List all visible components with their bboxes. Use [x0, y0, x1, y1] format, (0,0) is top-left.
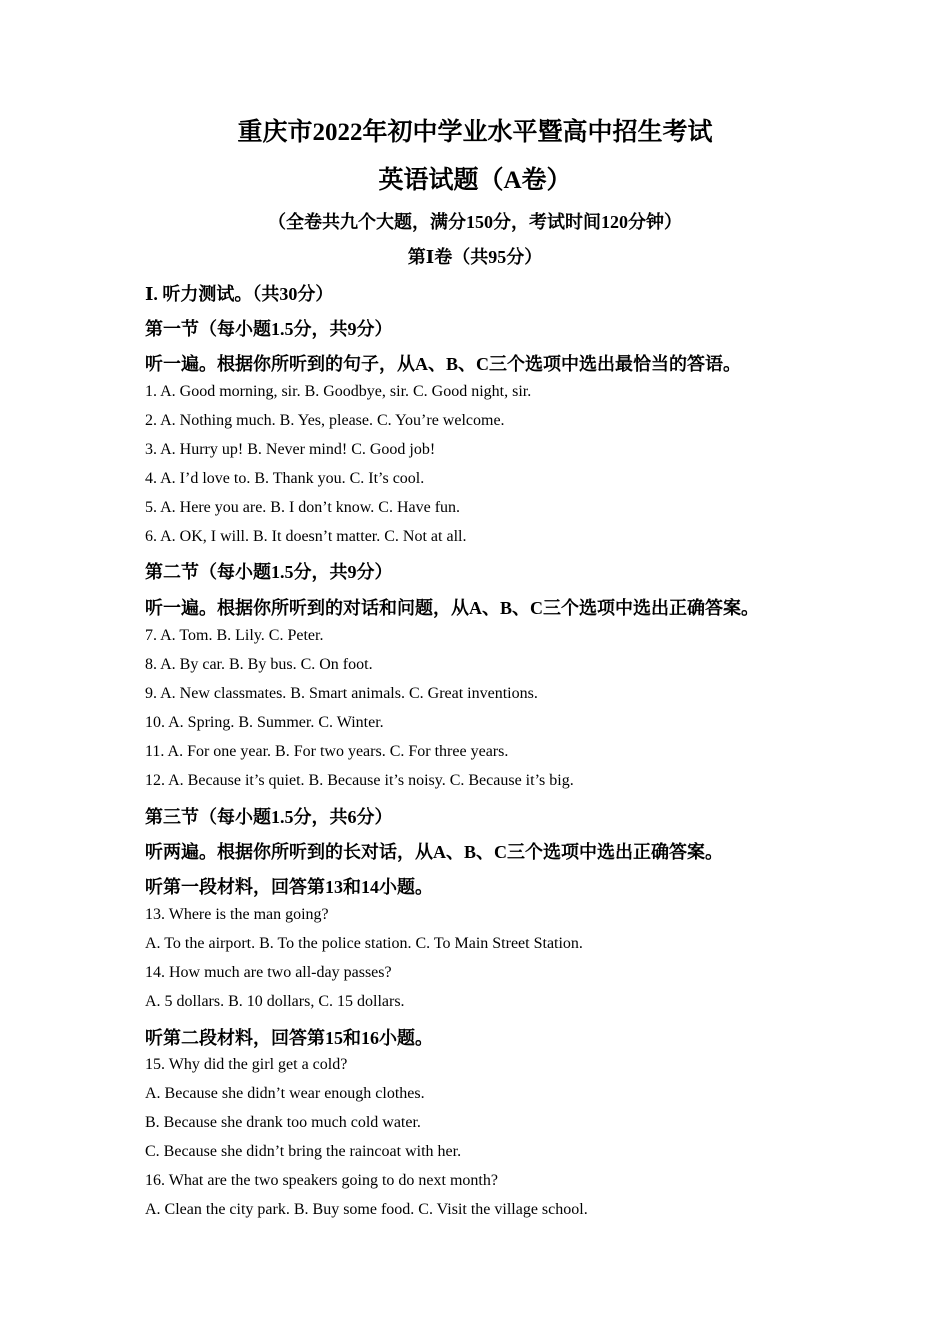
question-8: 8. A. By car. B. By bus. C. On foot. [145, 656, 373, 673]
question-12: 12. A. Because it’s quiet. B. Because it’s noisy. C. Because it’s big. [145, 772, 574, 789]
material-1-heading: 听第一段材料，回答第13和14小题。 [145, 877, 433, 897]
question-5: 5. A. Here you are. B. I don’t know. C. Have fun. [145, 499, 461, 516]
section-3-heading: 第三节（每小题1.5分，共6分） [145, 807, 393, 827]
exam-note: （全卷共九个大题，满分150分，考试时间120分钟） [268, 212, 682, 232]
question-16-options: A. Clean the city park. B. Buy some food. C. Visit the village school. [145, 1201, 588, 1218]
part-heading: Ⅰ. 听力测试。（共30分） [145, 284, 334, 304]
material-2-heading: 听第二段材料，回答第15和16小题。 [145, 1028, 433, 1048]
question-13: 13. Where is the man going? [145, 906, 329, 923]
question-2: 2. A. Nothing much. B. Yes, please. C. You’re welcome. [145, 412, 505, 429]
question-13-options: A. To the airport. B. To the police station. C. To Main Street Station. [145, 935, 583, 952]
section-2-heading: 第二节（每小题1.5分，共9分） [145, 562, 393, 582]
question-4: 4. A. I’d love to. B. Thank you. C. It’s cool. [145, 470, 425, 487]
question-15-option-b: B. Because she drank too much cold water. [145, 1114, 421, 1131]
section-1-heading: 第一节（每小题1.5分，共9分） [145, 319, 393, 339]
section-2-instruction: 听一遍。根据你所听到的对话和问题，从A、B、C三个选项中选出正确答案。 [145, 598, 760, 618]
section-3-instruction: 听两遍。根据你所听到的长对话，从A、B、C三个选项中选出正确答案。 [145, 842, 724, 862]
question-7: 7. A. Tom. B. Lily. C. Peter. [145, 627, 324, 644]
section-1-instruction: 听一遍。根据你所听到的句子，从A、B、C三个选项中选出最恰当的答语。 [145, 354, 742, 374]
question-14: 14. How much are two all-day passes? [145, 964, 392, 981]
question-1: 1. A. Good morning, sir. B. Goodbye, sir. C. Good night, sir. [145, 383, 532, 400]
question-15-option-a: A. Because she didn’t wear enough clothes. [145, 1085, 425, 1102]
volume-heading: 第Ⅰ卷（共95分） [407, 247, 543, 267]
question-6: 6. A. OK, I will. B. It doesn’t matter. C. Not at all. [145, 528, 467, 545]
question-14-options: A. 5 dollars. B. 10 dollars, C. 15 dollars. [145, 993, 405, 1010]
question-16: 16. What are the two speakers going to do next month? [145, 1172, 498, 1189]
question-9: 9. A. New classmates. B. Smart animals. C. Great inventions. [145, 685, 538, 702]
question-11: 11. A. For one year. B. For two years. C. For three years. [145, 743, 509, 760]
question-15: 15. Why did the girl get a cold? [145, 1056, 348, 1073]
question-3: 3. A. Hurry up! B. Never mind! C. Good job! [145, 441, 436, 458]
question-15-option-c: C. Because she didn’t bring the raincoat with her. [145, 1143, 462, 1160]
question-10: 10. A. Spring. B. Summer. C. Winter. [145, 714, 384, 731]
exam-title: 重庆市2022年初中学业水平暨高中招生考试 [237, 119, 713, 146]
exam-subtitle: 英语试题（A卷） [378, 167, 572, 194]
